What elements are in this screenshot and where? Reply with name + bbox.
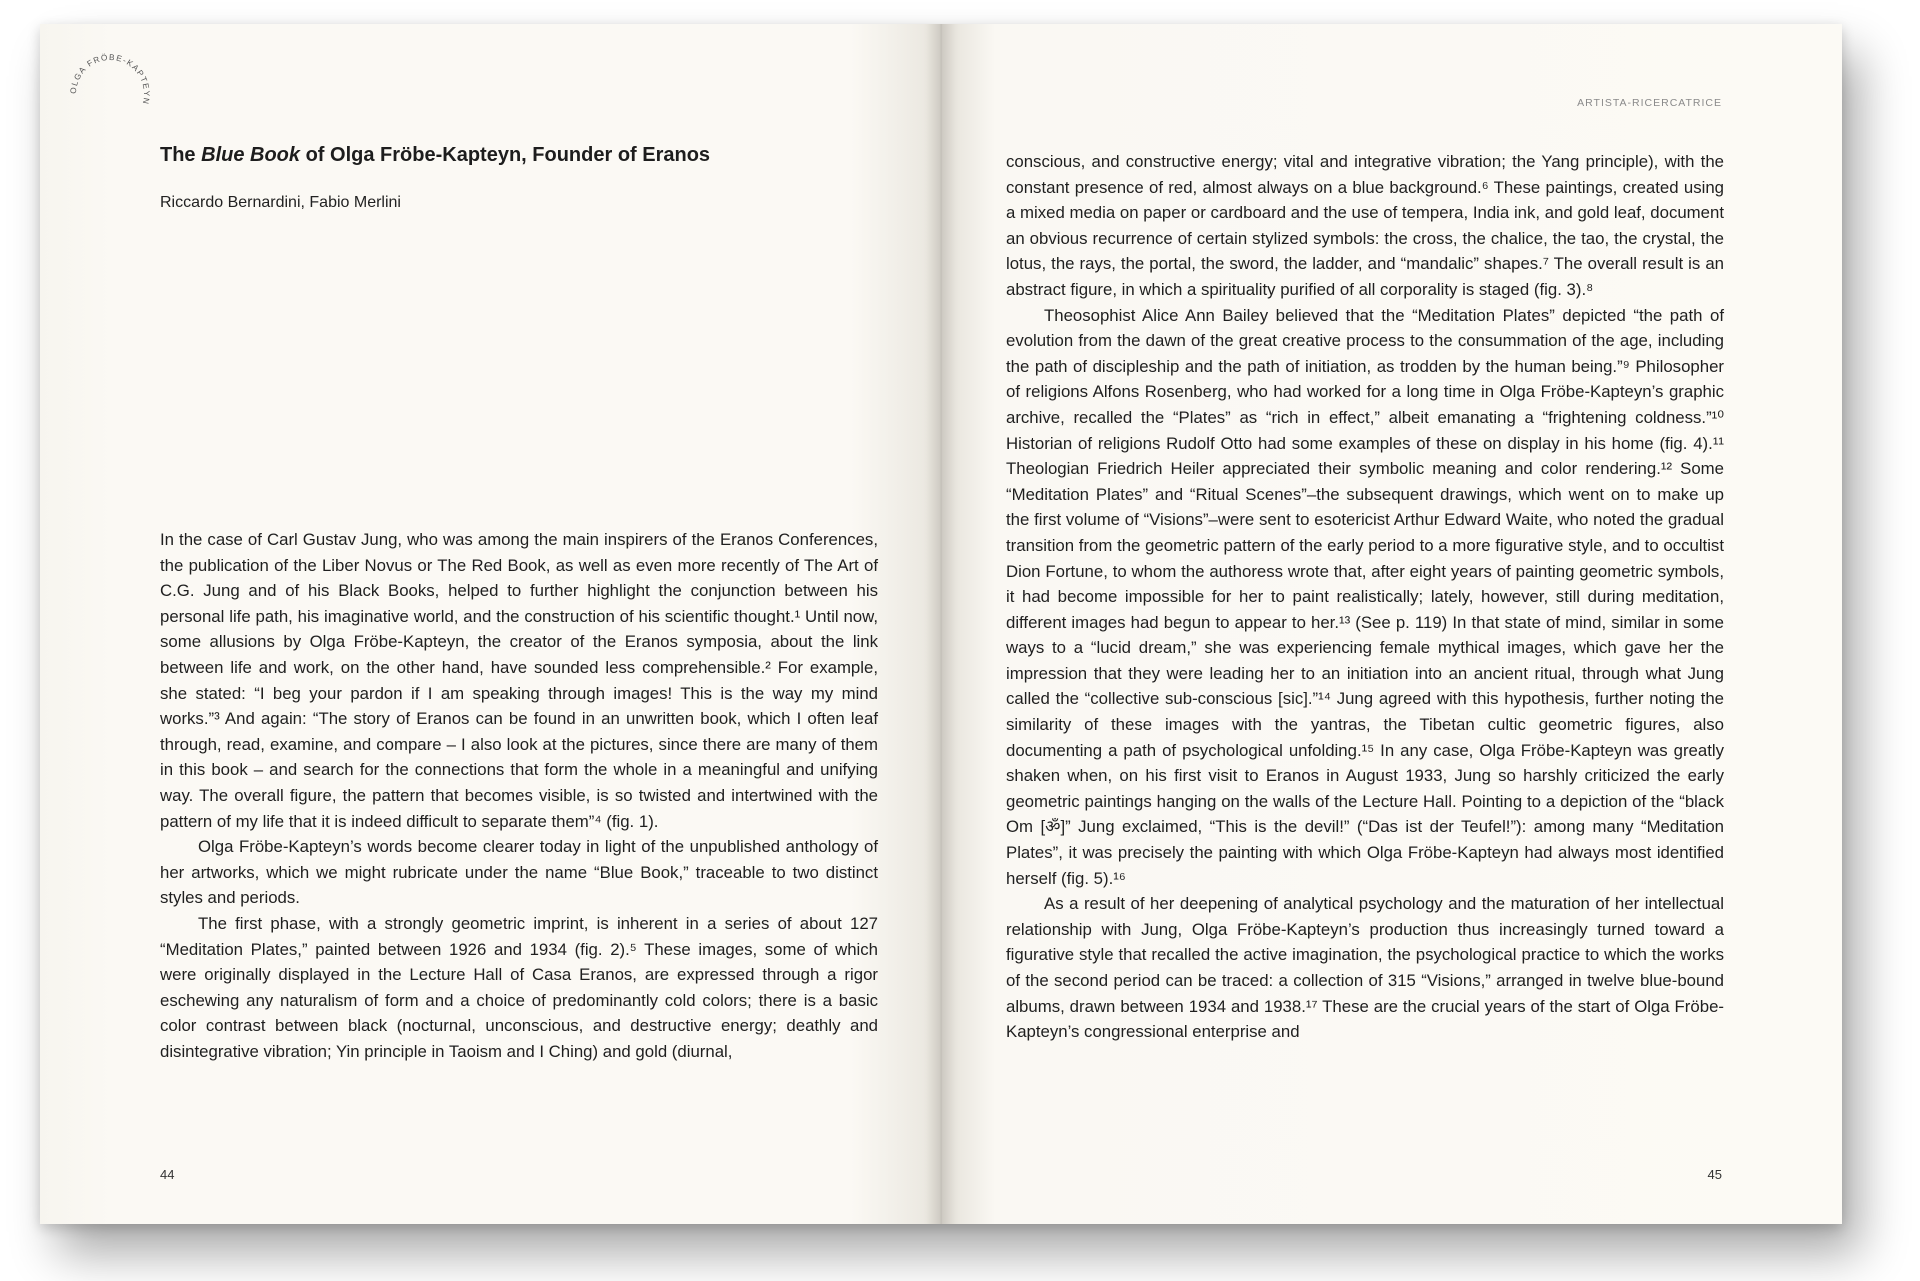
right-paragraph-1: conscious, and constructive energy; vital and integrative vibration; the Yang principle), with the constant presence of red, almost always on a blue background.⁶ These paintings, created using a mixed media on paper or cardboard and the use of tempera, India ink, and gold leaf, document an obvious recurrence of certain stylized symbols: the cross, the chalice, the tao, the crystal, the lotus, the rays, the portal, the sword, the ladder, and “mandalic” shapes.⁷ The overall result is an abstract figure, in which a spirituality purified of all corporality is staged (fig. 3).⁸ bbox=[1006, 152, 1724, 299]
left-paragraph-2: Olga Fröbe-Kapteyn’s words become clearer today in light of the unpublished anthology of her artworks, which we might rubricate under the name “Blue Book,” traceable to two distinct styles and periods. bbox=[160, 837, 878, 908]
title-suffix: of Olga Fröbe-Kapteyn, Founder of Eranos bbox=[300, 144, 711, 166]
title-prefix: The bbox=[160, 144, 202, 166]
right-page bbox=[941, 24, 1842, 1224]
right-body-text bbox=[1006, 149, 1724, 1045]
article-title bbox=[160, 144, 860, 167]
left-page-number: 44 bbox=[160, 1167, 175, 1182]
svg-text:OLGA FRÖBE-KAPTEYN bbox=[69, 52, 151, 106]
left-paragraph-1: In the case of Carl Gustav Jung, who was among the main inspirers of the Eranos Conferences, the publication of the Liber Novus or The Red Book, as well as even more recently of The Art of C.G. Jung and of his Black Books, helped to further highlight the conjunction between his personal life path, his imaginative world, and the construction of his scientific thought.¹ Until now, some allusions by Olga Fröbe-Kapteyn, the creator of the Eranos symposia, about the link between life and work, on the other hand, have sounded less comprehensible.² For example, she stated: “I beg your pardon if I am speaking through images! This is the way my mind works.”³ And again: “The story of Eranos can be found in an unwritten book, which I often leaf through, read, examine, and compare – I also look at the pictures, since there are many of them in this book – and search for the connections that form the whole in a meaningful and unifying way. The overall figure, the pattern that becomes visible, is so twisted and intertwined with the pattern of my life that it is indeed difficult to separate them”⁴ (fig. 1). bbox=[160, 530, 878, 831]
olga-frobe-kapteyn-circular-logo bbox=[60, 44, 160, 144]
right-paragraph-3: As a result of her deepening of analytical psychology and the maturation of her intellectual relationship with Jung, Olga Fröbe-Kapteyn’s production thus increasingly turned toward a figurative style that recalled the active imagination, the psychological practice to which the works of the second period can be traced: a collection of 315 “Visions,” arranged in twelve blue-bound albums, drawn between 1934 and 1938.¹⁷ These are the crucial years of the start of Olga Fröbe-Kapteyn’s congressional enterprise and bbox=[1006, 894, 1724, 1042]
book-gutter-shadow bbox=[926, 24, 956, 1224]
article-authors: Riccardo Bernardini, Fabio Merlini bbox=[160, 194, 401, 211]
left-page bbox=[40, 24, 941, 1224]
right-paragraph-2: Theosophist Alice Ann Bailey believed that the “Meditation Plates” depicted “the path of evolution from the dawn of the great creative process to the consummation of the age, including the path of discipleship and the path of initiation, as trodden by the human being.”⁹ Philosopher of religions Alfons Rosenberg, who had worked for a long time in Olga Fröbe-Kapteyn’s graphic archive, recalled the “Plates” as “rich in effect,” albeit emanating a “frightening coldness.”¹⁰ Historian of religions Rudolf Otto had some examples of these on display in his home (fig. 4).¹¹ Theologian Friedrich Heiler appreciated their symbolic meaning and color rendering.¹² Some “Meditation Plates” and “Ritual Scenes”–the subsequent drawings, which went on to make up the first volume of “Visions”–were sent to esotericist Arthur Edward Waite, who noted the gradual transition from the geometric pattern of the early period to a more figurative style, and to occultist Dion Fortune, to whom the authoress wrote that, after eight years of painting geometric symbols, it had become impossible for her to paint realistically; lately, however, still during meditation, different images had begun to appear to her.¹³ (See p. 119) In that state of mind, similar in some ways to a “lucid dream,” she was experiencing female mythical images, which gave her the impression that they were leading her to an initiation into an ancient ritual, through what Jung called the “collective sub-conscious [sic].”¹⁴ Jung agreed with this hypothesis, further noting the similarity of these images with the yantras, the Tibetan cultic geometric figures, also documenting a path of psychological unfolding.¹⁵ In any case, Olga Fröbe-Kapteyn was greatly shaken when, on his first visit to Eranos in August 1933, Jung so harshly criticized the early geometric paintings hanging on the walls of the Lecture Hall. Pointing to a depiction of the “black Om [ॐ]” Jung exclaimed, “This is the devil!” (“Das ist der Teufel!”): among many “Meditation Plates”, it was precisely the painting with which Olga Fröbe-Kapteyn had always most identified herself (fig. 5).¹⁶ bbox=[1006, 305, 1724, 888]
book-spread bbox=[40, 24, 1842, 1224]
title-italic: Blue Book bbox=[201, 144, 301, 166]
right-page-number: 45 bbox=[1707, 1167, 1722, 1182]
left-paragraph-3: The first phase, with a strongly geometric imprint, is inherent in a series of about 127 “Meditation Plates,” painted between 1926 and 1934 (fig. 2).⁵ These images, some of which were originally displayed in the Lecture Hall of Casa Eranos, are expressed through a rigor eschewing any naturalism of form and a choice of predominantly cold colors; there is a basic color contrast between black (nocturnal, unconscious, and destructive energy; deathly and disintegrative vibration; Yin principle in Taoism and I Ching) and gold (diurnal, bbox=[160, 913, 878, 1061]
left-body-text bbox=[160, 527, 878, 1064]
logo-text: OLGA FRÖBE-KAPTEYN bbox=[68, 52, 152, 106]
running-head: ARTISTA-RICERCATRICE bbox=[1577, 97, 1722, 109]
